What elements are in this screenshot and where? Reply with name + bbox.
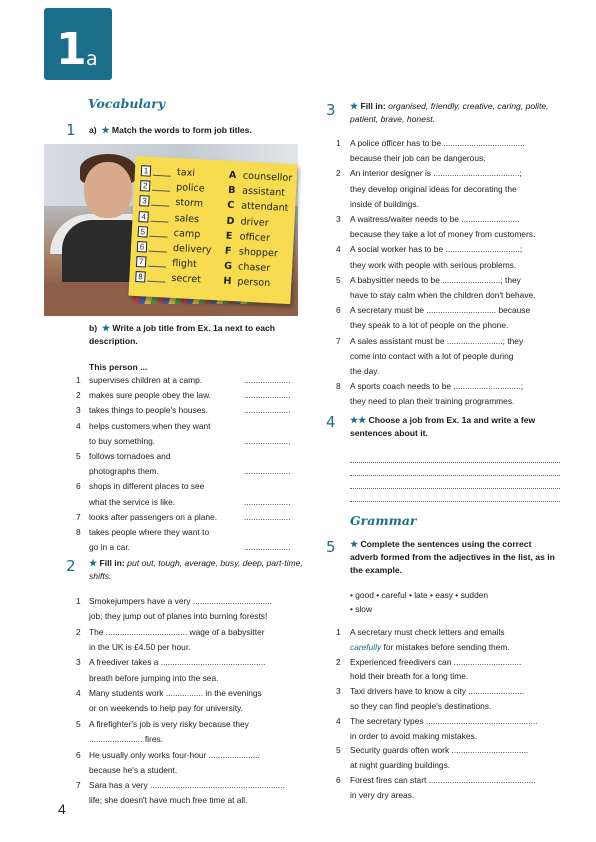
answer-blank[interactable]: .................... [244, 466, 291, 477]
item-text: takes things to people's houses. [89, 405, 208, 416]
item-number: 1 [336, 627, 341, 637]
item-text: makes sure people obey the law. [89, 390, 211, 401]
item-text: looks after passengers on a plane. [89, 511, 218, 522]
item-number: 5 [76, 718, 81, 729]
ex1b-label: b) [89, 323, 98, 333]
note-number-box: 4 [138, 211, 149, 223]
item-text: they need to plan their training programmes. [350, 396, 515, 407]
item-text: photographs them. [89, 466, 159, 477]
item-text: A firefighter's job is very risky because they [89, 718, 249, 729]
note-word-left: taxi [176, 167, 196, 179]
note-word-right: person [237, 276, 271, 290]
ex5-text: Complete the sentences using the correct adverb formed from the adjectives in the list, as in the example. [350, 539, 555, 575]
item-text: in the UK is £4.50 per hour. [89, 641, 191, 652]
item-text: job; they jump out of planes into burning forests! [89, 611, 268, 622]
item-text: the day. [350, 366, 380, 376]
ex1b-lead: This person ... [89, 362, 148, 372]
ex1a-instruction [89, 124, 252, 137]
item-number: 2 [76, 390, 81, 401]
note-letter: B [227, 184, 236, 197]
item-number: 6 [76, 481, 81, 492]
note-number-box: 2 [140, 180, 151, 192]
item-number: 4 [336, 715, 341, 726]
item-number: 6 [76, 749, 81, 760]
page-number: 4 [58, 801, 66, 817]
item-text: inside of buildings. [350, 198, 419, 209]
note-number-box: 1 [141, 165, 152, 177]
star-icon: ★ [350, 539, 359, 549]
item-number: 7 [76, 780, 81, 791]
item-text: they speak to a lot of people on the phone. [350, 320, 509, 331]
ex5-word-list-2: • slow [350, 604, 373, 614]
answer-blank[interactable]: .................... [244, 496, 291, 507]
note-word-right: officer [239, 231, 271, 244]
item-text: takes people where they want to [89, 527, 210, 537]
example-answer: carefully [350, 641, 382, 652]
item-text: ....................... fires. [89, 734, 163, 744]
note-word-right: counsellor [242, 170, 293, 185]
answer-blank[interactable]: .................... [244, 511, 291, 522]
item-number: 2 [76, 626, 81, 637]
note-word-left: flight [171, 258, 198, 271]
ex2-instruction-bold: Fill in: [99, 558, 125, 568]
item-text: so they can find people's destinations. [350, 701, 492, 711]
note-word-right: assistant [241, 185, 286, 199]
item-number: 4 [336, 244, 341, 255]
item-text: life; she doesn't have much free time at all. [89, 795, 248, 806]
item-number: 4 [76, 688, 81, 699]
item-text: what the service is like. [89, 496, 176, 507]
item-number: 7 [76, 511, 81, 522]
ex1b-text: Write a job title from Ex. 1a next to each description. [89, 323, 276, 347]
item-text: hold their breath for a long time. [350, 671, 469, 682]
item-number: 8 [76, 527, 81, 537]
ex3-instruction-bold: Fill in: [360, 101, 386, 111]
note-number-box: 5 [138, 226, 149, 238]
item-text: in very dry areas. [350, 789, 415, 800]
item-text: A secretary must check letters and emails [350, 627, 505, 637]
note-number-box: 6 [137, 241, 148, 253]
item-text: they work with people with serious problems. [350, 259, 517, 270]
note-letter: E [225, 230, 233, 242]
ex3-instruction-words: organised, friendly, creative, caring, polite, patient, brave, honest. [350, 101, 549, 125]
item-text: go in a car. [89, 542, 130, 553]
item-text: helps customers when they want [89, 420, 211, 431]
item-text: come into contact with a lot of people during [350, 350, 514, 361]
item-number: 6 [336, 775, 341, 785]
item-text: at night guarding buildings. [350, 760, 451, 771]
item-number: 1 [336, 138, 341, 148]
star-icon: ★★ [350, 415, 367, 425]
item-number: 3 [336, 214, 341, 224]
note-number-box: 3 [139, 196, 150, 208]
item-number: 1 [76, 375, 81, 385]
item-text: The ................................... wage of a babysitter [89, 626, 265, 637]
item-number: 3 [336, 686, 341, 697]
item-text: because he's a student. [89, 764, 178, 775]
ex1a-text: Match the words to form job titles. [111, 125, 252, 135]
note-word-left: storm [175, 197, 204, 210]
ex4-writing-line[interactable] [350, 462, 560, 463]
note-word-left: sales [174, 212, 200, 225]
item-text: Taxi drivers have to know a city ........................ [350, 686, 525, 697]
example-rest: for mistakes before sending them. [381, 641, 510, 652]
item-number: 8 [336, 381, 341, 392]
note-answer-line[interactable] [153, 165, 172, 177]
item-number: 5 [336, 745, 341, 756]
item-text: shops in different places to see [89, 481, 205, 492]
item-text: A sales assistant must be ........................; they [350, 335, 524, 346]
item-text: to buy something. [89, 435, 156, 446]
item-text: Sara has a very .......................................................... [89, 780, 285, 791]
star-icon: ★ [350, 101, 359, 111]
ex3-instruction [350, 100, 562, 126]
example-line [350, 642, 510, 653]
item-text: A sports coach needs to be .............................; [350, 381, 524, 392]
item-number: 2 [336, 656, 341, 667]
item-number: 6 [336, 305, 341, 316]
ex5-instruction [350, 538, 560, 576]
vocabulary-title: Vocabulary [88, 96, 166, 111]
ex2-instruction-words: put out, tough, average, busy, deep, part-time, shifts. [89, 558, 303, 582]
item-text: A police officer has to be ................................... [350, 138, 525, 148]
item-number: 2 [336, 168, 341, 179]
item-text: A waitress/waiter needs to be ......................... [350, 214, 520, 224]
item-text: breath before jumping into the sea. [89, 672, 219, 683]
item-number: 3 [76, 405, 81, 416]
item-number: 5 [76, 451, 81, 461]
ex1a-label: a) [89, 125, 97, 135]
ex5-word-list: • good • careful • late • easy • sudden [350, 590, 489, 600]
item-text: because they take a lot of money from customers. [350, 229, 536, 240]
item-text: supervises children at a camp. [89, 375, 203, 385]
note-word-left: police [175, 182, 205, 195]
note-number-box: 7 [136, 256, 147, 268]
ex4-text: Choose a job from Ex. 1a and write a few sentences about it. [350, 415, 536, 439]
item-number: 1 [76, 596, 81, 606]
answer-blank[interactable]: .................... [244, 435, 291, 446]
answer-blank[interactable]: .................... [244, 375, 291, 385]
grammar-title: Grammar [350, 513, 417, 528]
item-text: follows tornadoes and [89, 451, 171, 461]
note-answer-line[interactable] [147, 271, 166, 283]
note-word-right: attendant [240, 200, 289, 215]
answer-blank[interactable]: .................... [244, 405, 291, 416]
note-letter: H [223, 276, 232, 288]
item-number: 3 [76, 657, 81, 668]
unit-number: 1 [56, 24, 86, 75]
note-letter: G [223, 260, 233, 273]
unit-badge [44, 8, 112, 80]
item-text: Many students work ................ in the evenings [89, 688, 262, 699]
note-letter: C [227, 200, 235, 212]
ex2-number: 2 [66, 557, 76, 575]
note-letter: D [226, 215, 235, 227]
item-text: A babysitter needs to be .........................; they [350, 274, 521, 285]
item-text: or on weekends to help pay for university. [89, 703, 243, 714]
item-number: 7 [336, 335, 341, 346]
star-icon: ★ [101, 323, 110, 333]
ex2-instruction [89, 557, 309, 583]
item-text: He usually only works four-hour ...................... [89, 749, 260, 760]
note-word-right: driver [240, 216, 269, 229]
note-word-left: camp [173, 227, 201, 241]
ex1-number: 1 [66, 121, 76, 139]
note-answer-line[interactable] [148, 256, 167, 268]
star-icon: ★ [101, 125, 110, 135]
item-text: they develop original ideas for decorating the [350, 183, 517, 194]
note-answer-line[interactable] [151, 195, 170, 207]
item-text: Smokejumpers have a very .................................. [89, 596, 272, 606]
item-text: The secretary types ................................................ [350, 715, 538, 726]
star-icon: ★ [89, 558, 98, 568]
note-letter: A [228, 169, 237, 182]
note-word-right: shopper [238, 246, 279, 260]
item-text: have to stay calm when the children don't behave. [350, 290, 536, 300]
note-word-left: delivery [172, 242, 212, 256]
answer-blank[interactable]: .................... [244, 390, 291, 401]
item-text: A social worker has to be ................................; [350, 244, 523, 255]
item-text: because their job can be dangerous. [350, 153, 486, 164]
matching-note [128, 156, 297, 304]
answer-blank[interactable]: .................... [244, 542, 291, 553]
item-text: A freediver takes a ............................................. [89, 657, 266, 668]
note-number-box: 8 [135, 271, 146, 283]
ex4-writing-line[interactable] [350, 488, 560, 489]
item-text: An interior designer is .....................................; [350, 168, 522, 179]
item-text: Forest fires can start .............................................. [350, 775, 536, 785]
note-answer-line[interactable] [150, 210, 169, 222]
note-answer-line[interactable] [149, 241, 168, 253]
ex4-instruction [350, 414, 562, 440]
note-word-right: chaser [237, 261, 271, 275]
item-text: Security guards often work ................................. [350, 745, 529, 756]
item-text: Experienced freedivers can ............................. [350, 656, 522, 667]
note-answer-line[interactable] [152, 180, 171, 192]
ex3-number: 3 [326, 101, 336, 119]
item-text: A secretary must be .............................. because [350, 305, 531, 316]
note-word-left: secret [171, 273, 202, 286]
ex4-writing-line[interactable] [350, 501, 560, 502]
ex5-number: 5 [326, 538, 336, 556]
ex4-number: 4 [326, 413, 336, 431]
item-number: 5 [336, 274, 341, 285]
note-answer-line[interactable] [150, 226, 169, 238]
unit-letter: a [86, 48, 98, 70]
ex1b-instruction [89, 322, 309, 348]
item-number: 4 [76, 420, 81, 431]
item-text: in order to avoid making mistakes. [350, 730, 478, 741]
note-letter: F [224, 245, 232, 257]
ex4-writing-line[interactable] [350, 475, 560, 476]
